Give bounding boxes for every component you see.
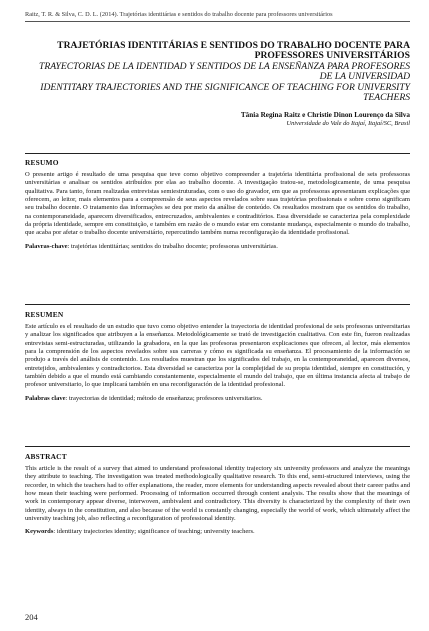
abstract-section [25, 452, 410, 537]
abstract-keywords [25, 528, 410, 536]
section-rule-top [25, 153, 410, 154]
resumen-keywords-label: Palabras clave [25, 394, 66, 402]
keywords-colon: : [53, 528, 57, 536]
page-number: 204 [25, 612, 38, 622]
resumen-text: Este artículo es el resultado de un estudio que tuvo como objetivo entender la trayectoria de identidad profesional de seis profesoras universitarias y analizar los significados que atribuyen a la enseñanza. Metodológicamente se trató de investigación cualitativa. Con este fin, fueron realizadas entrevistas semi-estructuradas, utilizando la grabadora, en la que las profesoras presentaron explicaciones que ofrecen, al lector, más elementos para la comprensión de los aspectos revelados sobre sus carreras y cómo es significada su enseñanza. El procesamiento de la información se produjo a través del análisis de contenido. Los resultados muestran que los significados del trabajo, en la contemporaneidad, aparecen diversos, entretejidos, ambivalentes y contradictorios. Esta diversidad se caracteriza por la complejidad de su propia identidad, siempre en constitución, y también debido a que el mundo está cambiando constantemente, especialmente el mundo del trabajo, que en última instancia afecta al trabajo de profesor universitario, lo que implicará también en una reconfiguración de la identidad profesional. [25, 323, 410, 389]
running-head: Raitz, T. R. & Silva, C. D. L. (2014). Trajetórias identitárias e sentidos do trabalho docente para professores universitários [25, 11, 333, 18]
title-spanish: TRAYECTORIAS DE LA IDENTIDAD Y SENTIDOS DE LA ENSEÑANZA PARA PROFESORES DE LA UNIVERSIDAD [39, 60, 410, 83]
abstract-keywords-text: identitary trajectories identity; significance of teaching; university teachers. [56, 528, 255, 536]
resumen-keywords-text: trayectorias de identidad; método de enseñanza; profesores universitarios. [69, 394, 263, 402]
abstract-keywords-label: Keywords [25, 528, 54, 536]
header-rule [25, 21, 410, 22]
keywords-colon: : [65, 394, 70, 402]
title-portuguese: TRAJETÓRIAS IDENTITÁRIAS E SENTIDOS DO TRABALHO DOCENTE PARA PROFESSORES UNIVERSITÁRIOS [57, 40, 410, 62]
author-names: Tânia Regina Raitz e Christie Dinon Lourenço da Silva [240, 111, 410, 120]
resumo-heading: RESUMO [25, 158, 59, 167]
resumen-heading: RESUMEN [25, 310, 64, 319]
section-rule-abstract [25, 446, 410, 447]
resumo-text: O presente artigo é resultado de uma pesquisa que teve como objetivo compreender a trajetória identitária profissional de seis professoras universitárias e analisar os sentidos atribuídos por elas ao trabalho docente. A investigação tratou-se, metodologicamente, de uma pesquisa qualitativa. Para tanto, foram realizadas entrevistas semiestruturadas, com o uso do gravador, em que as professoras apresentaram explicações que oferecem, ao leitor, mais elementos para a compreensão de seus aspectos revelados sobre suas trajetórias profissionais e sobre como significam seu trabalho docente. O tratamento das informações se deu por meio da análise de conteúdo. Os resultados mostram que os sentidos do trabalho, na contemporaneidade, aparecem diversificados, entrecruzados, ambivalentes e contraditórios. Essa diversidade se caracteriza pela complexidade da própria identidade, sempre em constituição, e também em razão de o mundo estar em constante mudança, especialmente o mundo do trabalho, que acaba por afetar o trabalho docente universitário, repercutindo também numa reconfiguração da identidade profissional. [25, 171, 410, 237]
abstract-text: This article is the result of a survey that aimed to understand professional identity trajectory six university professors and analyze the meanings they attribute to teaching. The investigation was treated methodologically qualitative research. To this end, semi-structured interviews, using the recorder, in which the teachers had to offer explanations, the reader, more elements for understanding aspects revealed about their career paths and how mean their teaching were performed. Processing of information occurred through content analysis. The results show that the meanings of work in contemporary appear diverse, interwoven, ambivalent and contradictory. This diversity is characterized by the complexity of their own identity, always in the constitution, and also because of the world is constantly changing, especially the world of work, which ultimately affect the university teaching job, also reflecting a reconfiguration of professional identity. [25, 465, 410, 523]
resumo-section [25, 158, 410, 251]
resumo-keywords-label: Palavras-chave [25, 242, 68, 250]
section-rule-resumen [25, 304, 410, 305]
resumen-keywords [25, 395, 410, 403]
abstract-heading: ABSTRACT [25, 452, 67, 461]
resumen-section [25, 310, 410, 403]
resumo-keywords-text: trajetórias identitárias; sentidos do trabalho docente; professoras universitárias. [71, 242, 278, 250]
resumo-keywords [25, 243, 410, 251]
title-block [25, 41, 410, 128]
author-affiliation: Universidade do Vale do Itajaí, Itajaí/SC, Brasil [286, 120, 410, 128]
keywords-colon: : [67, 242, 72, 250]
title-english: IDENTITARY TRAJECTORIES AND THE SIGNIFICANCE OF TEACHING FOR UNIVERSITY TEACHERS [40, 81, 410, 104]
